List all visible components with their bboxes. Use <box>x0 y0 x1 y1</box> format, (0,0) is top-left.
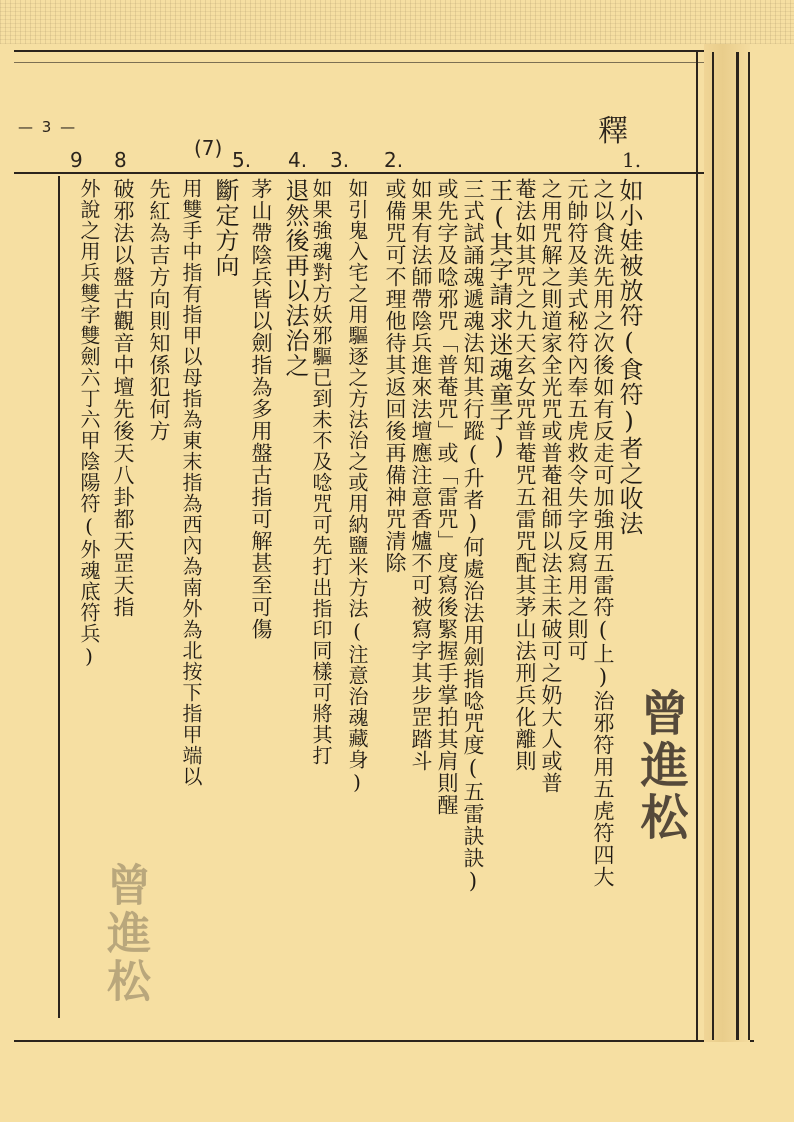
binding-edge-line-2 <box>736 52 739 1040</box>
text-column: 王(其字請求迷魂童子) <box>485 178 513 461</box>
text-column: 如果強魂對方妖邪驅已到未不及唸咒可先打出指印同樣可將其打 <box>309 178 333 766</box>
column-number: 8 <box>114 148 127 172</box>
text-column: 菴法如其咒之九天玄女咒普菴咒五雷咒配其茅山法刑兵化離則 <box>513 178 537 772</box>
column-number: 3. <box>330 148 350 172</box>
column-number: (7) <box>194 136 223 160</box>
top-rule-thin <box>14 62 714 63</box>
top-rule <box>14 50 714 52</box>
text-column: 茅山帶陰兵皆以劍指為多用盤古指可解甚至可傷 <box>249 178 273 640</box>
text-column: 如果有法師帶陰兵進來法壇應注意香爐不可被寫字其步罡踏斗 <box>409 178 433 772</box>
left-margin-rule <box>58 176 60 1018</box>
right-margin-rule <box>696 50 698 1040</box>
text-column: 用雙手中指有指甲以母指為東末指為西內為南外為北按下指甲端以 <box>179 178 203 787</box>
text-column: 或先字及唸邪咒「普菴咒」或「雷咒」度寫後緊握手掌拍其肩則醒 <box>435 178 459 816</box>
text-column: 元帥符及美式秘符內奉五虎救令失字反寫用之則可 <box>565 178 589 662</box>
page-number: — 3 — <box>18 118 78 136</box>
signature-stamp: 曾進松 <box>632 688 688 844</box>
signature-stamp-faded: 曾進松 <box>99 862 150 1006</box>
text-column: 如引鬼入宅之用驅逐之方法治之或用納鹽米方法(注意治魂藏身) <box>345 178 369 795</box>
text-column: 三式試誦魂遞魂法知其行蹤(升者)何處治法用劍指唸咒度(五雷訣訣) <box>461 178 485 894</box>
scan-noise-band <box>0 0 794 44</box>
header-rule <box>14 172 704 174</box>
binding-edge-line-3 <box>748 52 750 1040</box>
column-number: 5. <box>232 148 252 172</box>
text-column: 或備咒可不理他待其返回後再備神咒清除 <box>383 178 407 574</box>
text-column: 退然後再以法治之 <box>281 178 309 378</box>
text-column: 斷定方向 <box>211 178 239 278</box>
text-column: 先紅為吉方向則知係犯何方 <box>147 178 171 442</box>
column-number: 4. <box>288 148 308 172</box>
bottom-rule <box>14 1040 754 1042</box>
text-column: 破邪法以盤古觀音中壇先後天八卦都天罡天指 <box>111 178 135 618</box>
binding-edge <box>704 44 750 1042</box>
text-column: 之以食洗先用之次後如有反走可加強用五雷符(上)治邪符用五虎符四大 <box>591 178 615 888</box>
binding-edge-line-1 <box>712 52 714 1040</box>
column-number: 2. <box>384 148 404 172</box>
section-heading: 釋 <box>598 114 628 149</box>
column-number: 9 <box>70 148 83 172</box>
text-column: 外說之用兵雙字雙劍六丁六甲陰陽符(外魂底符兵) <box>77 178 101 669</box>
text-column: 如小娃被放符(食符)者之收法 <box>615 178 643 536</box>
section-number: 1. <box>622 148 642 172</box>
text-column: 之用咒解之則道家全光咒或普菴祖師以法主未破可之奶大人或普 <box>539 178 563 794</box>
